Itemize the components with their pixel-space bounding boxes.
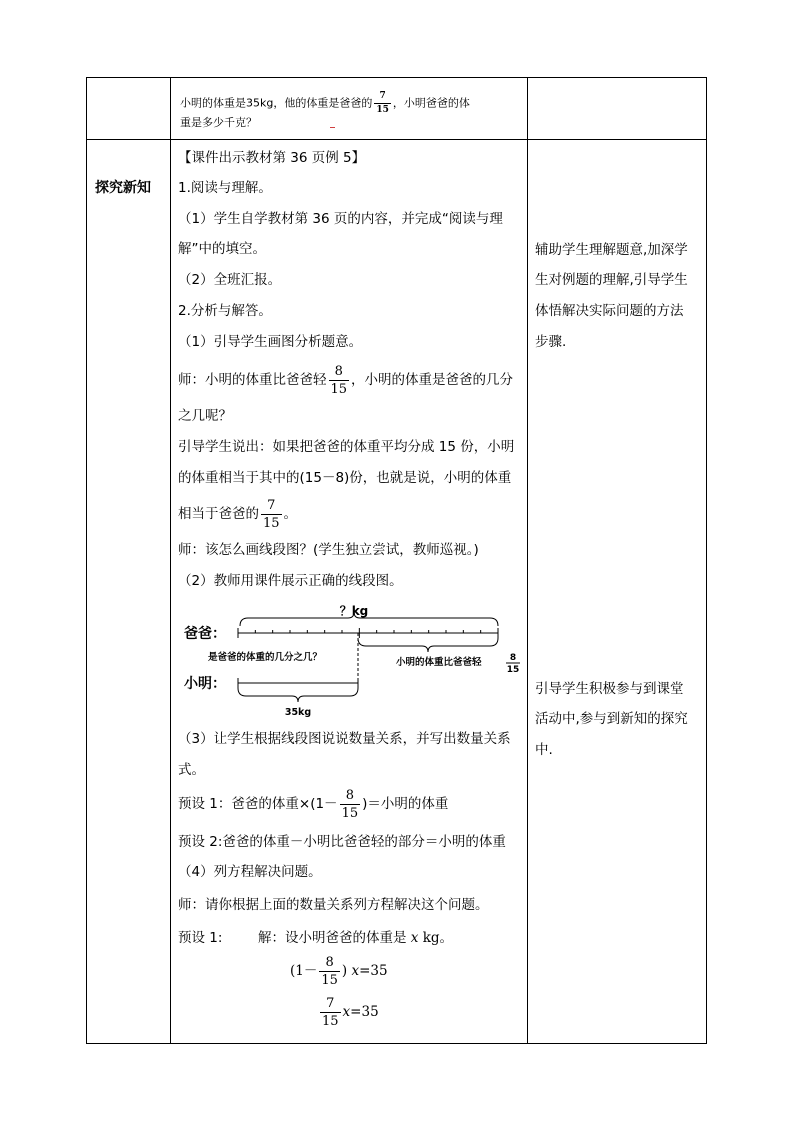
table-col-divider-2 bbox=[527, 77, 528, 1044]
problem-line-2: 重是多少千克？ bbox=[180, 116, 257, 129]
guide-line-a: 引导学生说出：如果把爸爸的体重平均分成 15 份，小明 bbox=[178, 439, 515, 455]
preset-2-relation: 预设 2:爸爸的体重－小明比爸爸轻的部分＝小明的体重 bbox=[178, 834, 506, 850]
diagram-lighter-text: 小明的体重比爸爸轻 bbox=[396, 657, 482, 668]
step-2-3-line-a: （3）让学生根据线段图说说数量关系，并写出数量关系 bbox=[178, 731, 511, 747]
step-2-title: 2.分析与解答。 bbox=[178, 303, 272, 319]
fraction-den: 15 bbox=[341, 805, 359, 821]
problem-fraction bbox=[374, 92, 391, 115]
step-2-2: （2）教师用课件展示正确的线段图。 bbox=[178, 573, 403, 589]
teacher-question-3: 师：请你根据上面的数量关系列方程解决这个问题。 bbox=[178, 897, 489, 913]
diagram-dad-label: 爸爸： bbox=[184, 626, 226, 642]
note-1-line-4: 步骤. bbox=[535, 334, 567, 350]
step-2-3-line-b: 式。 bbox=[178, 762, 205, 778]
note-1-line-3: 体悟解决实际问题的方法 bbox=[535, 303, 684, 319]
line-segment-diagram bbox=[178, 598, 523, 720]
problem-fraction-den: 15 bbox=[376, 105, 389, 115]
dad-total-brace bbox=[240, 612, 498, 626]
preset-solution-text: 解：设小明爸爸的体重是 bbox=[258, 930, 407, 946]
preset-1-fraction bbox=[340, 789, 361, 820]
table-bottom-border bbox=[86, 1043, 707, 1044]
preset-solution-setup bbox=[258, 929, 453, 947]
note-2-line-1: 引导学生积极参与到课堂 bbox=[535, 681, 684, 697]
preset-1-a: 预设 1：爸爸的体重×(1－ bbox=[178, 796, 338, 812]
teacher-question-1-c: 之几呢？ bbox=[178, 408, 232, 424]
table-left-border bbox=[86, 77, 87, 1044]
preset-solution-label: 预设 1: bbox=[178, 930, 223, 946]
equation-1-open: (1－ bbox=[290, 963, 318, 979]
lighter-part-brace bbox=[358, 638, 498, 652]
step-1-2: （2）全班汇报。 bbox=[178, 272, 282, 288]
fraction-num: 8 bbox=[325, 954, 334, 970]
equation-1 bbox=[290, 950, 388, 992]
step-1-title: 1.阅读与理解。 bbox=[178, 180, 272, 196]
step-2-1: （1）引导学生画图分析题意。 bbox=[178, 334, 363, 350]
section-label: 探究新知 bbox=[95, 180, 151, 196]
diagram-ming-label: 小明： bbox=[184, 676, 226, 692]
variable-x: x bbox=[342, 1004, 351, 1020]
step-1-1-line-a: （1）学生自学教材第 36 页的内容，并完成“阅读与理 bbox=[178, 211, 503, 227]
equation-2-fraction bbox=[320, 997, 341, 1028]
fraction-num: 8 bbox=[334, 363, 343, 379]
guide-line-c bbox=[178, 494, 297, 534]
fraction-num: 7 bbox=[326, 995, 335, 1011]
content-header: 【课件出示教材第 36 页例 5】 bbox=[178, 150, 366, 166]
fraction-num: 7 bbox=[267, 497, 276, 513]
fraction-den: 15 bbox=[321, 972, 338, 988]
table-right-border bbox=[706, 77, 707, 1044]
step-2-4: （4）列方程解决问题。 bbox=[178, 864, 322, 880]
problem-line-1 bbox=[180, 92, 470, 115]
equation-1-fraction bbox=[319, 956, 340, 987]
problem-text-a: 小明的体重是35kg，他的体重是爸爸的 bbox=[180, 96, 373, 110]
problem-fraction-num: 7 bbox=[379, 91, 386, 101]
guide-line-b: 的体重相当于其中的(15－8)份，也就是说，小明的体重 bbox=[178, 470, 512, 486]
preset-1-b: )＝小明的体重 bbox=[362, 796, 449, 812]
note-1-line-1: 辅助学生理解题意,加深学 bbox=[535, 242, 688, 258]
diagram-lighter-den: 15 bbox=[506, 665, 520, 675]
diagram-question: 是爸爸的体重的几分之几？ bbox=[208, 652, 323, 663]
fraction-den: 15 bbox=[263, 515, 280, 531]
fraction-num: 8 bbox=[345, 787, 354, 803]
ming-weight-brace bbox=[238, 688, 358, 702]
step-1-1-line-b: 解”中的填空。 bbox=[178, 241, 266, 257]
fraction-den: 15 bbox=[322, 1013, 339, 1029]
table-top-border bbox=[86, 77, 707, 78]
diagram-ming-weight: 35kg bbox=[284, 707, 312, 718]
table-col-divider-1 bbox=[170, 77, 171, 1044]
note-2-line-2: 活动中,参与到新知的探究 bbox=[535, 711, 688, 727]
variable-x: x bbox=[410, 930, 419, 946]
teacher-question-1-b: ，小明的体重是爸爸的几分 bbox=[351, 372, 514, 388]
variable-x: x bbox=[351, 963, 360, 979]
red-mark bbox=[330, 127, 335, 128]
equation-1-rhs: =35 bbox=[359, 963, 388, 979]
note-2-line-3: 中. bbox=[535, 742, 553, 758]
equation-2-rhs: =35 bbox=[350, 1004, 379, 1020]
equation-2 bbox=[318, 990, 379, 1034]
teacher-question-1 bbox=[178, 360, 513, 400]
teacher-question-1-fraction bbox=[329, 365, 350, 396]
guide-line-c-end: 。 bbox=[283, 506, 298, 522]
fraction-den: 15 bbox=[330, 381, 348, 397]
diagram-unknown-label: ？kg bbox=[339, 604, 369, 618]
problem-text-b: ，小明爸爸的体 bbox=[392, 96, 470, 110]
diagram-lighter-num: 8 bbox=[509, 653, 517, 663]
guide-fraction bbox=[261, 499, 282, 530]
table-row-divider bbox=[86, 139, 707, 140]
guide-line-c-text: 相当于爸爸的 bbox=[178, 506, 259, 522]
equation-1-close: ) bbox=[341, 963, 348, 979]
teacher-question-1-a: 师：小明的体重比爸爸轻 bbox=[178, 372, 327, 388]
note-1-line-2: 生对例题的理解,引导学生 bbox=[535, 272, 688, 288]
preset-solution-unit: kg。 bbox=[422, 930, 454, 946]
preset-1-relation bbox=[178, 782, 448, 826]
teacher-question-2: 师：该怎么画线段图？(学生独立尝试，教师巡视。) bbox=[178, 542, 479, 558]
